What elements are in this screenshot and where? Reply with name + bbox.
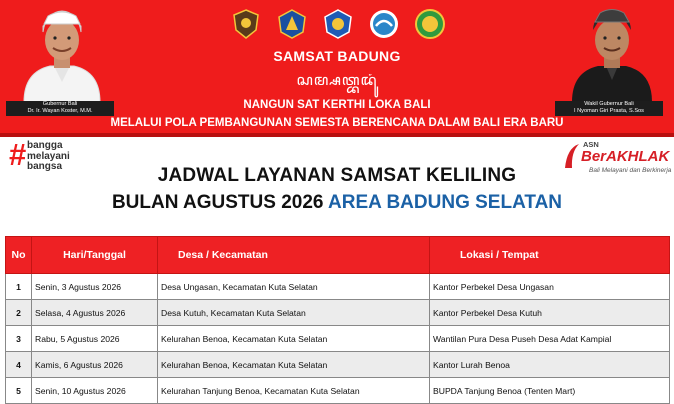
schedule-table	[5, 236, 670, 404]
cell-location: Kantor Perbekel Desa Ungasan	[430, 274, 670, 300]
governor-portrait	[10, 2, 114, 102]
cell-date: Senin, 10 Agustus 2026	[32, 378, 158, 404]
hash-icon: #	[9, 137, 27, 172]
cell-village: Desa Kutuh, Kecamatan Kuta Selatan	[158, 300, 430, 326]
subtitle-area: AREA BADUNG SELATAN	[328, 192, 563, 213]
header-banner	[0, 0, 674, 137]
asn-subtitle: Bali Melayani dan Berkinerja	[589, 167, 672, 174]
header-location: Lokasi / Tempat	[430, 237, 670, 274]
cell-date: Senin, 3 Agustus 2026	[32, 274, 158, 300]
vice-governor-title: Wakil Gubernur Bali	[584, 101, 634, 107]
page-subtitle	[40, 192, 634, 214]
balinese-script-text: ꦱꦩ꧀ꦱꦠ꧀ꦧꦢꦸꦁ	[296, 71, 378, 89]
brand-title: SAMSAT BADUNG	[273, 48, 401, 64]
cell-village: Desa Ungasan, Kecamatan Kuta Selatan	[158, 274, 430, 300]
cell-village: Kelurahan Benoa, Kecamatan Kuta Selatan	[158, 326, 430, 352]
cell-location: Kantor Perbekel Desa Kutuh	[430, 300, 670, 326]
cell-village: Kelurahan Tanjung Benoa, Kecamatan Kuta Selatan	[158, 378, 430, 404]
cell-location: Wantilan Pura Desa Puseh Desa Adat Kampial	[430, 326, 670, 352]
vice-governor-name: I Nyoman Giri Prasta, S.Sos	[574, 108, 644, 114]
table-header-row	[6, 237, 670, 274]
police-badge-logo	[230, 8, 262, 40]
tagline-secondary: MELALUI POLA PEMBANGUNAN SEMESTA BERENCANA DALAM BALI ERA BARU	[110, 117, 564, 129]
cell-date: Rabu, 5 Agustus 2026	[32, 326, 158, 352]
page-title: JADWAL LAYANAN SAMSAT KELILING	[157, 165, 517, 186]
cell-no: 5	[6, 378, 32, 404]
cell-village: Kelurahan Benoa, Kecamatan Kuta Selatan	[158, 352, 430, 378]
header-date: Hari/Tanggal	[32, 237, 158, 274]
header-village: Desa / Kecamatan	[158, 237, 430, 274]
bpd-bali-logo	[414, 8, 446, 40]
cell-no: 4	[6, 352, 32, 378]
governor-name: Dr. Ir. Wayan Koster, M.M.	[27, 108, 93, 114]
hashtag-line-2: melayani	[27, 150, 70, 162]
cell-no: 3	[6, 326, 32, 352]
berakhlak-label: BerAKHLAK	[581, 148, 670, 165]
table-row	[6, 352, 670, 378]
tagline-primary: NANGUN SAT KERTHI LOKA BALI	[243, 99, 431, 111]
cell-no: 1	[6, 274, 32, 300]
table-row	[6, 300, 670, 326]
hashtag-line-1: bangga	[27, 140, 63, 151]
cell-date: Selasa, 4 Agustus 2026	[32, 300, 158, 326]
governor-title: Gubernur Bali	[42, 101, 78, 107]
regency-emblem-logo	[322, 8, 354, 40]
cell-date: Kamis, 6 Agustus 2026	[32, 352, 158, 378]
cell-location: Kantor Lurah Benoa	[430, 352, 670, 378]
hashtag-line-3: bangsa	[27, 161, 63, 172]
table-row	[6, 274, 670, 300]
vice-governor-caption	[555, 101, 663, 116]
banner-divider	[0, 133, 674, 137]
cell-no: 2	[6, 300, 32, 326]
header-no: No	[6, 237, 32, 274]
asn-label: ASN	[583, 140, 599, 149]
provincial-emblem-logo	[276, 8, 308, 40]
jasa-raharja-logo	[368, 8, 400, 40]
governor-caption	[6, 101, 114, 116]
cell-location: BUPDA Tanjung Benoa (Tenten Mart)	[430, 378, 670, 404]
table-row	[6, 326, 670, 352]
vice-governor-portrait	[560, 2, 664, 102]
subtitle-month: BULAN AGUSTUS 2026	[111, 192, 324, 213]
